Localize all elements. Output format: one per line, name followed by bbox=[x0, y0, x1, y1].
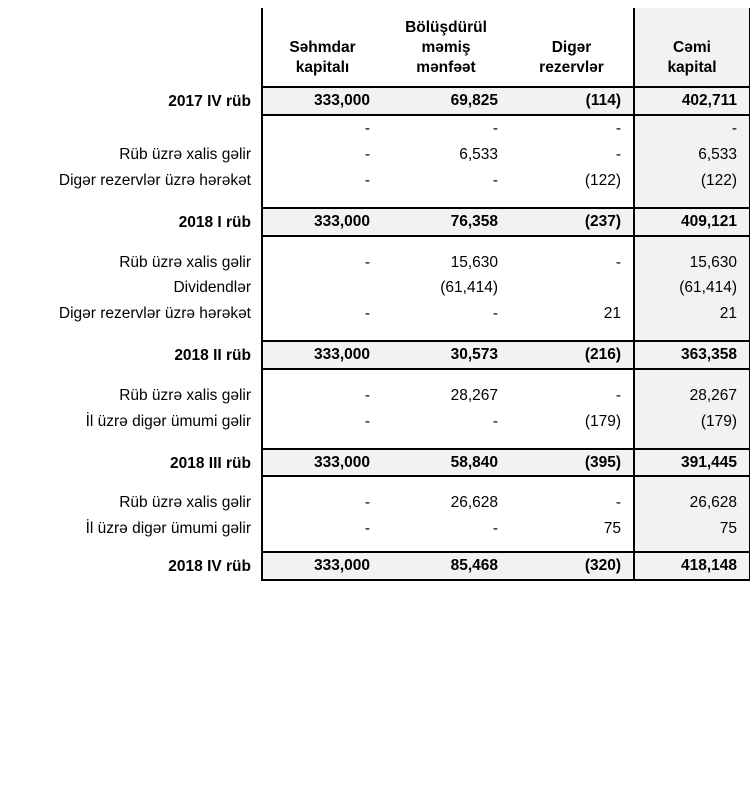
spacer-row bbox=[0, 435, 750, 449]
subtotal-row bbox=[0, 87, 750, 115]
cell-total: 21 bbox=[634, 301, 750, 327]
spacer-cell bbox=[510, 435, 634, 449]
cell-share: 333,000 bbox=[262, 208, 382, 236]
cell-retain: - bbox=[492, 520, 498, 538]
cell-total: 409,121 bbox=[634, 208, 750, 236]
cell-other bbox=[510, 275, 634, 301]
header-cell-total-equity bbox=[634, 8, 750, 87]
cell-retain: 69,825 bbox=[382, 87, 510, 115]
row-label: 2018 IV rüb bbox=[0, 552, 262, 580]
spacer-cell bbox=[0, 542, 262, 552]
spacer-cell bbox=[634, 435, 750, 449]
cell-other: (320) bbox=[510, 552, 634, 580]
header-line: rezervlər bbox=[539, 59, 604, 77]
spacer-cell bbox=[382, 194, 510, 208]
cell-retain: 15,630 bbox=[450, 253, 498, 271]
spacer-cell bbox=[262, 327, 382, 341]
spacer-cell bbox=[262, 542, 382, 552]
spacer-cell bbox=[262, 435, 382, 449]
row-label: Rüb üzrə xalis gəlir bbox=[119, 494, 251, 512]
cell-share: - bbox=[262, 115, 382, 142]
header-cell-retained-earnings bbox=[382, 8, 510, 87]
table-header-row bbox=[0, 8, 750, 87]
cell-share: 333,000 bbox=[262, 87, 382, 115]
cell-other: 75 bbox=[603, 520, 621, 538]
row-label: Dividendlər bbox=[173, 279, 251, 297]
header-line: kapitalı bbox=[295, 59, 350, 77]
row-label: Rüb üzrə xalis gəlir bbox=[119, 146, 251, 164]
spacer-row bbox=[0, 369, 750, 383]
spacer-cell bbox=[510, 369, 634, 383]
cell-retain: - bbox=[492, 171, 498, 189]
row-label bbox=[0, 115, 262, 142]
cell-total: 363,358 bbox=[634, 341, 750, 369]
spacer-cell bbox=[634, 236, 750, 250]
table-body bbox=[0, 87, 750, 579]
statement-of-changes-in-equity bbox=[0, 8, 750, 804]
cell-total: 391,445 bbox=[634, 449, 750, 477]
cell-other: (237) bbox=[510, 208, 634, 236]
header-cell-blank bbox=[0, 8, 262, 87]
spacer-cell bbox=[262, 194, 382, 208]
spacer-cell bbox=[0, 435, 262, 449]
header-line: Səhmdar bbox=[289, 39, 356, 57]
header-cell-share-capital bbox=[262, 8, 382, 87]
spacer-cell bbox=[262, 236, 382, 250]
spacer-cell bbox=[262, 369, 382, 383]
header-line: kapital bbox=[667, 59, 717, 77]
cell-other: - bbox=[615, 494, 621, 512]
cell-total: (122) bbox=[634, 168, 750, 194]
cell-share: - bbox=[262, 168, 382, 194]
spacer-cell bbox=[382, 542, 510, 552]
subtotal-row bbox=[0, 208, 750, 236]
header-line: mənfəət bbox=[416, 59, 476, 77]
spacer-row bbox=[0, 542, 750, 552]
row-label: Digər rezervlər üzrə hərəkət bbox=[58, 305, 251, 323]
cell-total: 26,628 bbox=[634, 490, 750, 516]
spacer-cell bbox=[634, 542, 750, 552]
cell-share: - bbox=[262, 250, 382, 276]
spacer-cell bbox=[634, 194, 750, 208]
row-label: Rüb üzrə xalis gəlir bbox=[119, 253, 251, 271]
subtotal-row bbox=[0, 552, 750, 580]
cell-retain: - bbox=[492, 412, 498, 430]
cell-other: (395) bbox=[510, 449, 634, 477]
table-row bbox=[0, 516, 750, 542]
cell-retain: 30,573 bbox=[382, 341, 510, 369]
table-row bbox=[0, 142, 750, 168]
spacer-cell bbox=[262, 476, 382, 490]
cell-retain: 28,267 bbox=[450, 386, 498, 404]
cell-share: - bbox=[262, 490, 382, 516]
cell-other: (114) bbox=[510, 87, 634, 115]
spacer-cell bbox=[0, 236, 262, 250]
table-row bbox=[0, 490, 750, 516]
cell-other: (179) bbox=[584, 412, 621, 430]
cell-other: - bbox=[615, 253, 621, 271]
table-row bbox=[0, 275, 750, 301]
spacer-cell bbox=[634, 327, 750, 341]
cell-total: 6,533 bbox=[634, 142, 750, 168]
row-label: İl üzrə digər ümumi gəlir bbox=[85, 520, 251, 538]
spacer-cell bbox=[634, 369, 750, 383]
cell-share: 333,000 bbox=[262, 341, 382, 369]
row-label: 2018 III rüb bbox=[0, 449, 262, 477]
cell-total: 418,148 bbox=[634, 552, 750, 580]
spacer-row bbox=[0, 194, 750, 208]
row-label: İl üzrə digər ümumi gəlir bbox=[85, 412, 251, 430]
cell-other: - bbox=[615, 146, 621, 164]
table-row bbox=[0, 250, 750, 276]
cell-total: (179) bbox=[634, 409, 750, 435]
spacer-cell bbox=[0, 369, 262, 383]
row-label: 2017 IV rüb bbox=[0, 87, 262, 115]
cell-other: (122) bbox=[584, 171, 621, 189]
cell-total: 402,711 bbox=[634, 87, 750, 115]
spacer-cell bbox=[510, 476, 634, 490]
table-row bbox=[0, 409, 750, 435]
cell-total: - bbox=[634, 115, 750, 142]
header-line: Cəmi bbox=[673, 39, 711, 57]
spacer-cell bbox=[382, 476, 510, 490]
cell-share: - bbox=[262, 383, 382, 409]
header-line: məmiş bbox=[421, 39, 471, 57]
cell-retain: - bbox=[492, 120, 498, 138]
subtotal-row bbox=[0, 449, 750, 477]
spacer-cell bbox=[382, 435, 510, 449]
cell-retain: 76,358 bbox=[382, 208, 510, 236]
cell-retain: 26,628 bbox=[450, 494, 498, 512]
table-row bbox=[0, 168, 750, 194]
cell-other: - bbox=[615, 386, 621, 404]
cell-retain: - bbox=[492, 305, 498, 323]
cell-retain: (61,414) bbox=[440, 279, 498, 297]
cell-share bbox=[262, 275, 382, 301]
spacer-cell bbox=[0, 327, 262, 341]
spacer-cell bbox=[382, 236, 510, 250]
row-label: Rüb üzrə xalis gəlir bbox=[119, 386, 251, 404]
table-header bbox=[0, 8, 750, 87]
row-label: Digər rezervlər üzrə hərəkət bbox=[58, 171, 251, 189]
spacer-cell bbox=[510, 542, 634, 552]
cell-other: - bbox=[615, 120, 621, 138]
equity-table bbox=[0, 8, 750, 581]
cell-share: - bbox=[262, 142, 382, 168]
spacer-cell bbox=[510, 194, 634, 208]
spacer-cell bbox=[510, 236, 634, 250]
spacer-row bbox=[0, 476, 750, 490]
cell-share: - bbox=[262, 516, 382, 542]
header-line: Bölüşdürül bbox=[405, 19, 487, 36]
cell-share: 333,000 bbox=[262, 449, 382, 477]
cell-share: - bbox=[262, 301, 382, 327]
cell-total: 28,267 bbox=[634, 383, 750, 409]
cell-total: (61,414) bbox=[634, 275, 750, 301]
header-cell-other-reserves bbox=[510, 8, 634, 87]
spacer-cell bbox=[634, 476, 750, 490]
cell-total: 75 bbox=[634, 516, 750, 542]
cell-share: 333,000 bbox=[262, 552, 382, 580]
header-line: Digər bbox=[551, 39, 592, 57]
cell-retain: 85,468 bbox=[382, 552, 510, 580]
cell-total: 15,630 bbox=[634, 250, 750, 276]
table-row bbox=[0, 301, 750, 327]
table-row bbox=[0, 383, 750, 409]
cell-share: - bbox=[262, 409, 382, 435]
table-row bbox=[0, 115, 750, 142]
cell-other: (216) bbox=[510, 341, 634, 369]
row-label: 2018 I rüb bbox=[0, 208, 262, 236]
row-label: 2018 II rüb bbox=[0, 341, 262, 369]
cell-retain: 58,840 bbox=[382, 449, 510, 477]
spacer-cell bbox=[382, 369, 510, 383]
spacer-cell bbox=[0, 194, 262, 208]
spacer-cell bbox=[510, 327, 634, 341]
spacer-cell bbox=[382, 327, 510, 341]
spacer-row bbox=[0, 327, 750, 341]
spacer-row bbox=[0, 236, 750, 250]
spacer-cell bbox=[0, 476, 262, 490]
subtotal-row bbox=[0, 341, 750, 369]
cell-retain: 6,533 bbox=[459, 146, 498, 164]
cell-other: 21 bbox=[603, 305, 621, 323]
